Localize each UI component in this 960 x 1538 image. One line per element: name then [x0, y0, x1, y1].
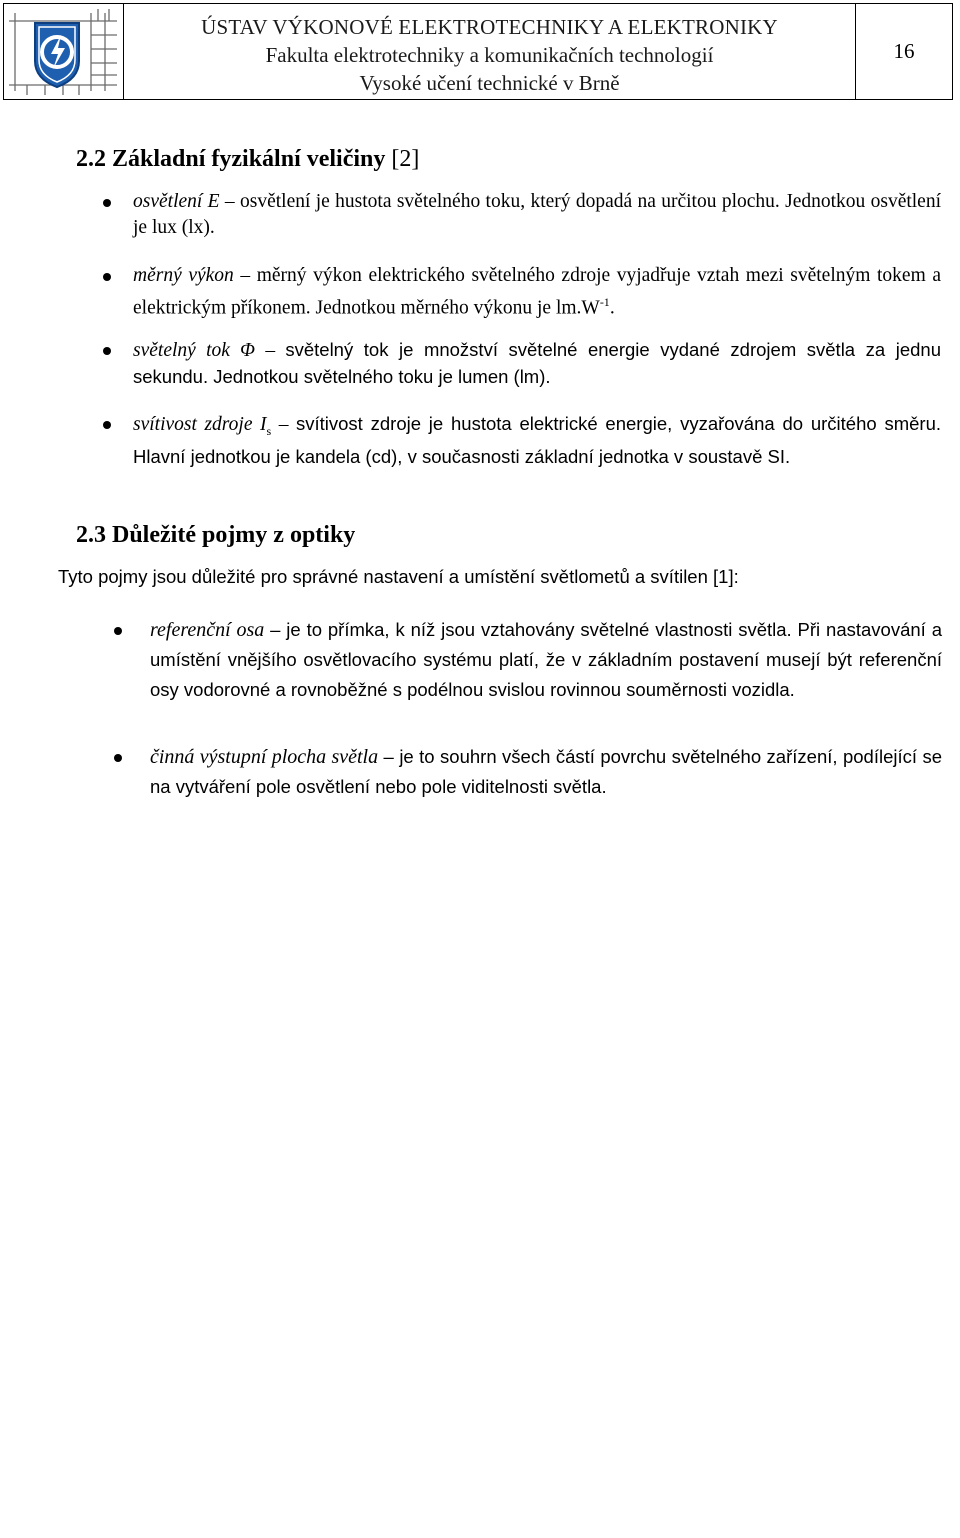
dash: –: [219, 191, 240, 212]
bullet-icon: [103, 421, 111, 429]
term: činná výstupní plocha světla: [150, 746, 379, 768]
university-logo-icon: [5, 5, 121, 98]
section-reference: [2]: [391, 146, 420, 172]
section-intro: Tyto pojmy jsou důležité pro správné nastavení a umístění světlometů a svítilen [1]:: [58, 566, 739, 587]
university-name: Vysoké učení technické v Brně: [359, 71, 620, 95]
bullet-icon: [103, 273, 111, 281]
definition: je to přímka, k níž jsou vztahovány světelné vlastnosti světla. Při nastavování a umístění vnějšího osvětlovacího systému platí, že v základním postavení musejí být referenční osy vodorovné a rovnoběžné s podélnou svislou rovinnou souměrnosti vozidla.: [150, 619, 942, 700]
term: světelný tok Φ: [133, 340, 256, 361]
list-item: [133, 337, 941, 391]
definition: osvětlení je hustota světelného toku, který dopadá na určitou plochu. Jednotkou osvětlení je lux (lx).: [133, 191, 942, 238]
header-title-block: [124, 4, 856, 99]
dash: –: [378, 746, 400, 767]
faculty-name: Fakulta elektrotechniky a komunikačních technologií: [265, 43, 714, 67]
unit-exponent: -1: [599, 295, 610, 309]
dash: –: [264, 619, 287, 640]
definition-end: .: [609, 297, 615, 319]
bullet-icon: [103, 199, 111, 207]
bullet-icon: [114, 627, 122, 635]
section-title: Základní fyzikální veličiny: [112, 146, 386, 172]
list-item: [150, 742, 942, 802]
dash: –: [255, 340, 286, 361]
dash: –: [271, 414, 296, 435]
institute-name: ÚSTAV VÝKONOVÉ ELEKTROTECHNIKY A ELEKTRONIKY: [201, 15, 778, 39]
section-number: 2.2: [76, 146, 106, 172]
list-item: [133, 411, 941, 471]
logo-cell: [4, 4, 124, 99]
list-item: [133, 263, 941, 322]
page-number: 16: [893, 39, 915, 63]
term: svítivost zdroje I: [133, 414, 267, 435]
definition: svítivost zdroje je hustota elektrické energie, vyzařována do určitého směru. Hlavní jednotkou je kandela (cd), v současnosti základní jednotka v soustavě SI.: [133, 413, 942, 467]
dash: –: [233, 265, 257, 286]
section-title: Důležité pojmy z optiky: [112, 522, 356, 548]
list-item: [133, 189, 941, 241]
list-item: [150, 615, 942, 705]
term: referenční osa: [150, 619, 265, 641]
section-heading-2-3: [76, 522, 355, 549]
term: měrný výkon: [133, 265, 234, 286]
term: osvětlení E: [133, 191, 220, 212]
page-header: [3, 3, 953, 100]
section-heading-2-2: [76, 146, 419, 173]
term-subscript: s: [266, 423, 272, 438]
definition: je to souhrn všech částí povrchu světelného zařízení, podílející se na vytváření pole osvětlení nebo pole viditelnosti světla.: [150, 746, 942, 797]
section-number: 2.3: [76, 522, 106, 548]
definition: světelný tok je množství světelné energie vydané zdrojem světla za jednu sekundu. Jednotkou světelného toku je lumen (lm).: [133, 339, 941, 387]
bullet-icon: [103, 347, 111, 355]
bullet-icon: [114, 754, 122, 762]
definition: měrný výkon elektrického světelného zdroje vyjadřuje vztah mezi světelným tokem a elektrickým příkonem. Jednotkou měrného výkonu je lm.W: [133, 265, 942, 319]
